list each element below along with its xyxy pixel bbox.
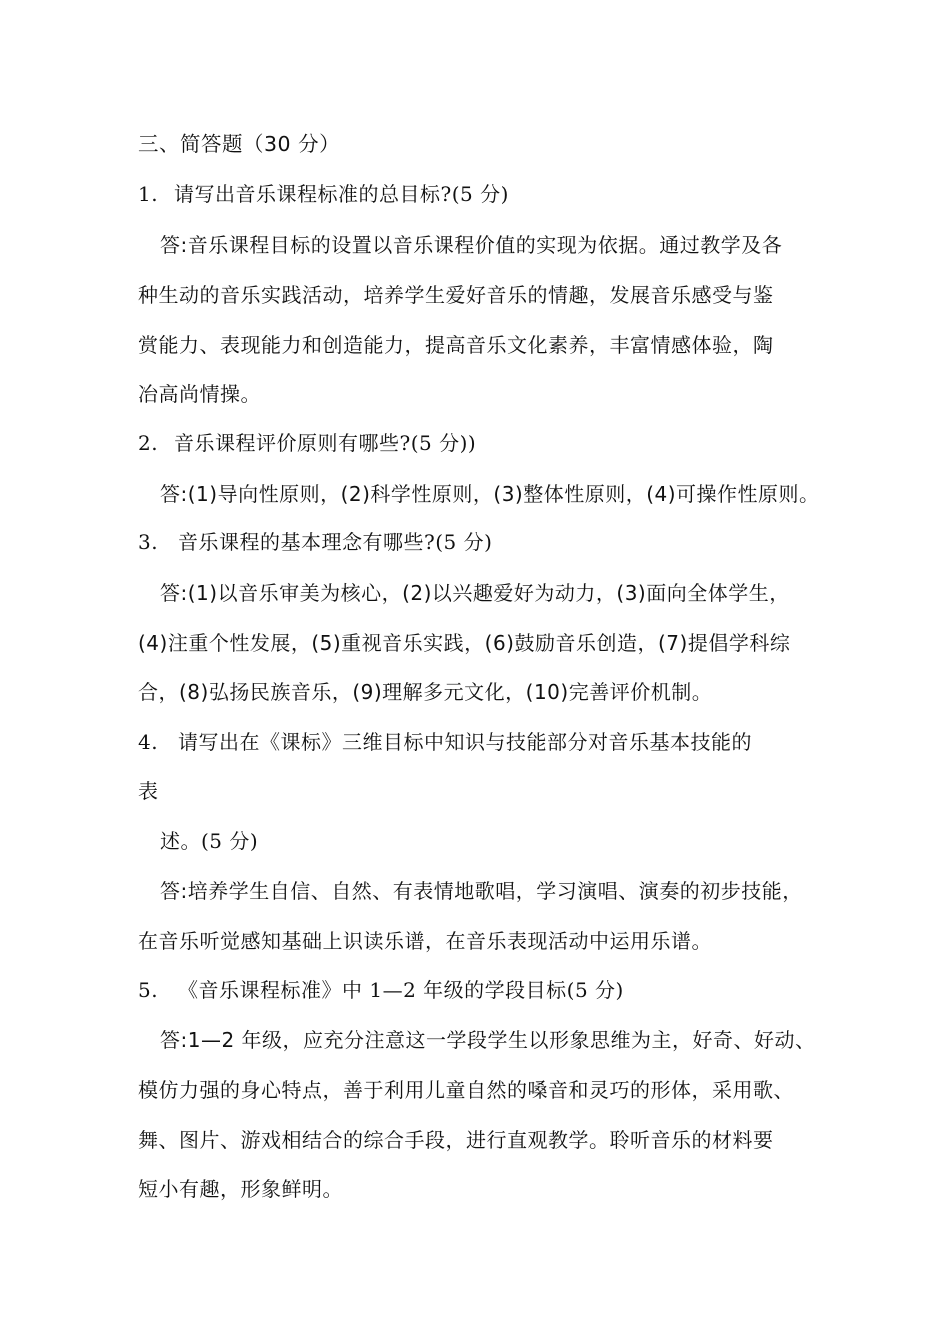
question-2 [138, 429, 476, 457]
question-4 [138, 728, 752, 756]
section-heading: 三、简答题（30 分） [138, 132, 341, 156]
question-text: 音乐课程的基本理念有哪些?(5 分) [178, 530, 493, 554]
question-number: 2. [138, 431, 159, 455]
answer-4-line-2: 在音乐听觉感知基础上识读乐谱，在音乐表现活动中运用乐谱。 [138, 929, 712, 953]
question-1 [138, 180, 509, 208]
answer-5-line-1: 答:1—2 年级，应充分注意这一学段学生以形象思维为主，好奇、好动、 [160, 1028, 816, 1052]
answer-3-line-3: 合，(8)弘扬民族音乐，(9)理解多元文化，(10)完善评价机制。 [138, 680, 713, 704]
answer-1-line-4: 冶高尚情操。 [138, 382, 261, 406]
question-text: 请写出音乐课程标准的总目标?(5 分) [174, 182, 509, 206]
answer-1-line-1: 答:音乐课程目标的设置以音乐课程价值的实现为依据。通过教学及各 [160, 233, 783, 257]
question-number: 5. [138, 978, 159, 1002]
question-text: 《音乐课程标准》中 1—2 年级的学段目标(5 分) [178, 978, 624, 1002]
answer-4-line-1: 答:培养学生自信、自然、有表情地歌唱，学习演唱、演奏的初步技能， [160, 879, 803, 903]
answer-1-line-2: 种生动的音乐实践活动，培养学生爱好音乐的情趣，发展音乐感受与鉴 [138, 283, 774, 307]
answer-5-line-3: 舞、图片、游戏相结合的综合手段，进行直观教学。聆听音乐的材料要 [138, 1128, 774, 1152]
question-text: 音乐课程评价原则有哪些?(5 分)) [174, 431, 477, 455]
question-text: 请写出在《课标》三维目标中知识与技能部分对音乐基本技能的 [178, 730, 752, 754]
question-4-continuation-1: 表 [138, 779, 159, 803]
answer-3-line-2: (4)注重个性发展，(5)重视音乐实践，(6)鼓励音乐创造，(7)提倡学科综 [138, 631, 791, 655]
question-number: 3. [138, 530, 159, 554]
question-4-continuation-2: 述。(5 分) [160, 829, 259, 853]
question-number: 1. [138, 182, 159, 206]
answer-1-line-3: 赏能力、表现能力和创造能力，提高音乐文化素养，丰富情感体验，陶 [138, 333, 774, 357]
question-5 [138, 976, 624, 1004]
question-3 [138, 528, 492, 556]
question-number: 4. [138, 730, 159, 754]
answer-3-line-1: 答:(1)以音乐审美为核心，(2)以兴趣爱好为动力，(3)面向全体学生， [160, 581, 790, 605]
answer-5-line-4: 短小有趣，形象鲜明。 [138, 1177, 343, 1201]
answer-2-line-1: 答:(1)导向性原则，(2)科学性原则，(3)整体性原则，(4)可操作性原则。 [160, 482, 820, 506]
answer-5-line-2: 模仿力强的身心特点，善于利用儿童自然的嗓音和灵巧的形体，采用歌、 [138, 1078, 794, 1102]
